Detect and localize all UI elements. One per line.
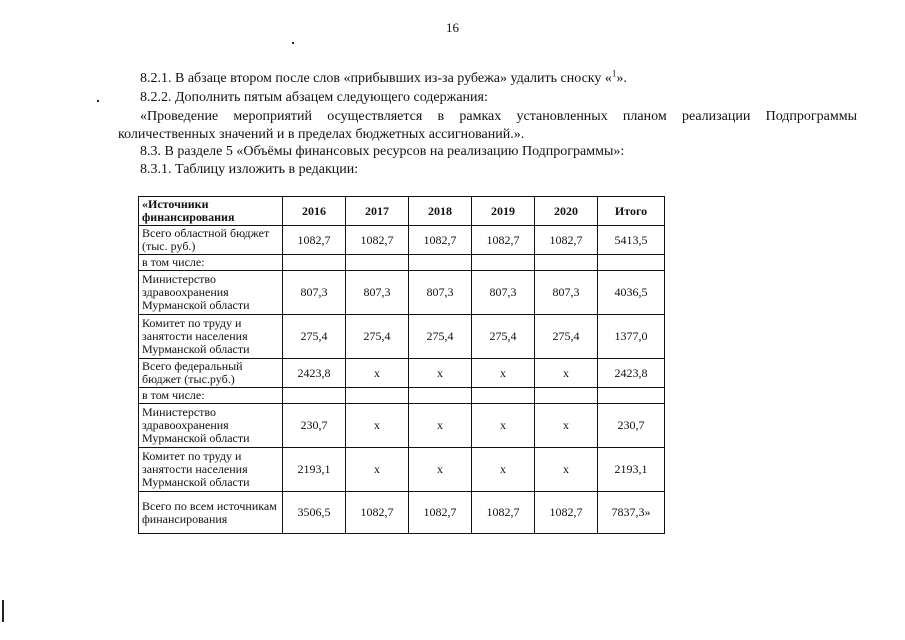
quoted-paragraph-line-2: количественных значений и в пределах бюджетных ассигнований.».	[118, 127, 525, 142]
paragraph-8-3-1: 8.3.1. Таблицу изложить в редакции:	[140, 162, 359, 177]
cell-value	[535, 388, 598, 404]
cell-value: х	[409, 359, 472, 388]
cell-value	[283, 255, 346, 271]
cell-value	[598, 388, 665, 404]
header-total: Итого	[598, 197, 665, 226]
row-source: Министерство здравоохранения Мурманской области	[139, 404, 283, 448]
cell-value: 275,4	[346, 315, 409, 359]
cell-value: 807,3	[535, 271, 598, 315]
cell-value	[535, 255, 598, 271]
cell-value: х	[535, 448, 598, 492]
table-header-row	[139, 197, 665, 226]
row-source: Комитет по труду и занятости населения Мурманской области	[139, 315, 283, 359]
cell-value: х	[409, 448, 472, 492]
cell-value	[283, 388, 346, 404]
row-source: в том числе:	[139, 255, 283, 271]
header-2017: 2017	[346, 197, 409, 226]
header-source: «Источники финансирования	[139, 197, 283, 226]
table-row	[139, 492, 665, 534]
cell-value: х	[535, 404, 598, 448]
cell-value: 2193,1	[598, 448, 665, 492]
financing-table	[138, 196, 665, 534]
table-row	[139, 404, 665, 448]
table-row	[139, 255, 665, 271]
cell-value: 1082,7	[535, 492, 598, 534]
cell-value	[472, 388, 535, 404]
cell-value: 807,3	[283, 271, 346, 315]
cell-value	[346, 255, 409, 271]
cell-value	[346, 388, 409, 404]
cell-value: 1082,7	[472, 226, 535, 255]
cell-value: 4036,5	[598, 271, 665, 315]
cell-value	[409, 388, 472, 404]
cell-value: х	[346, 448, 409, 492]
cell-value: 275,4	[409, 315, 472, 359]
header-2016: 2016	[283, 197, 346, 226]
table-row	[139, 226, 665, 255]
row-source: Комитет по труду и занятости населения Мурманской области	[139, 448, 283, 492]
cell-value: х	[472, 359, 535, 388]
cell-value: 230,7	[598, 404, 665, 448]
cell-value: 1082,7	[283, 226, 346, 255]
cell-value: 275,4	[535, 315, 598, 359]
footnote-marker: 1	[611, 68, 617, 79]
cell-value: 2423,8	[598, 359, 665, 388]
cell-value: 1082,7	[346, 226, 409, 255]
header-2019: 2019	[472, 197, 535, 226]
cell-value: 807,3	[346, 271, 409, 315]
cell-value: х	[346, 404, 409, 448]
cell-value: 2423,8	[283, 359, 346, 388]
scan-speck	[292, 42, 294, 44]
paragraph-8-2-1-text: 8.2.1. В абзаце втором после слов «прибывших из-за рубежа» удалить сноску «	[140, 71, 612, 86]
cell-value: 5413,5	[598, 226, 665, 255]
row-source: Всего по всем источникам финансирования	[139, 492, 283, 534]
table-row	[139, 448, 665, 492]
cell-value: 2193,1	[283, 448, 346, 492]
cell-value: 1082,7	[409, 492, 472, 534]
cell-value: 3506,5	[283, 492, 346, 534]
header-2020: 2020	[535, 197, 598, 226]
scan-edge-mark	[2, 600, 4, 622]
table-row	[139, 271, 665, 315]
cell-value: 275,4	[283, 315, 346, 359]
table-row	[139, 388, 665, 404]
cell-value: 275,4	[472, 315, 535, 359]
table-row	[139, 315, 665, 359]
cell-value: 230,7	[283, 404, 346, 448]
row-source: Всего областной бюджет (тыс. руб.)	[139, 226, 283, 255]
cell-value: 807,3	[472, 271, 535, 315]
row-source: Всего федеральный бюджет (тыс.руб.)	[139, 359, 283, 388]
cell-value: х	[346, 359, 409, 388]
cell-value: 807,3	[409, 271, 472, 315]
cell-value: 1082,7	[346, 492, 409, 534]
table-row	[139, 359, 665, 388]
row-source: в том числе:	[139, 388, 283, 404]
cell-value: х	[472, 448, 535, 492]
row-source: Министерство здравоохранения Мурманской области	[139, 271, 283, 315]
cell-value	[472, 255, 535, 271]
paragraph-8-2-1	[140, 70, 627, 88]
scan-speck	[97, 100, 99, 102]
cell-value: 1377,0	[598, 315, 665, 359]
cell-value: х	[409, 404, 472, 448]
cell-value: 1082,7	[409, 226, 472, 255]
cell-value: 7837,3»	[598, 492, 665, 534]
cell-value: х	[535, 359, 598, 388]
cell-value: 1082,7	[472, 492, 535, 534]
cell-value	[409, 255, 472, 271]
paragraph-8-2-1-end: ».	[616, 71, 627, 86]
header-2018: 2018	[409, 197, 472, 226]
cell-value: х	[472, 404, 535, 448]
paragraph-8-2-2: 8.2.2. Дополнить пятым абзацем следующего содержания:	[140, 90, 488, 105]
cell-value: 1082,7	[535, 226, 598, 255]
quoted-paragraph-line-1: «Проведение мероприятий осуществляется в рамках установленных планом реализации Подпрограммы	[140, 109, 857, 124]
cell-value	[598, 255, 665, 271]
page-number: 16	[446, 20, 459, 35]
paragraph-8-3: 8.3. В разделе 5 «Объёмы финансовых ресурсов на реализацию Подпрограммы»:	[140, 144, 625, 159]
